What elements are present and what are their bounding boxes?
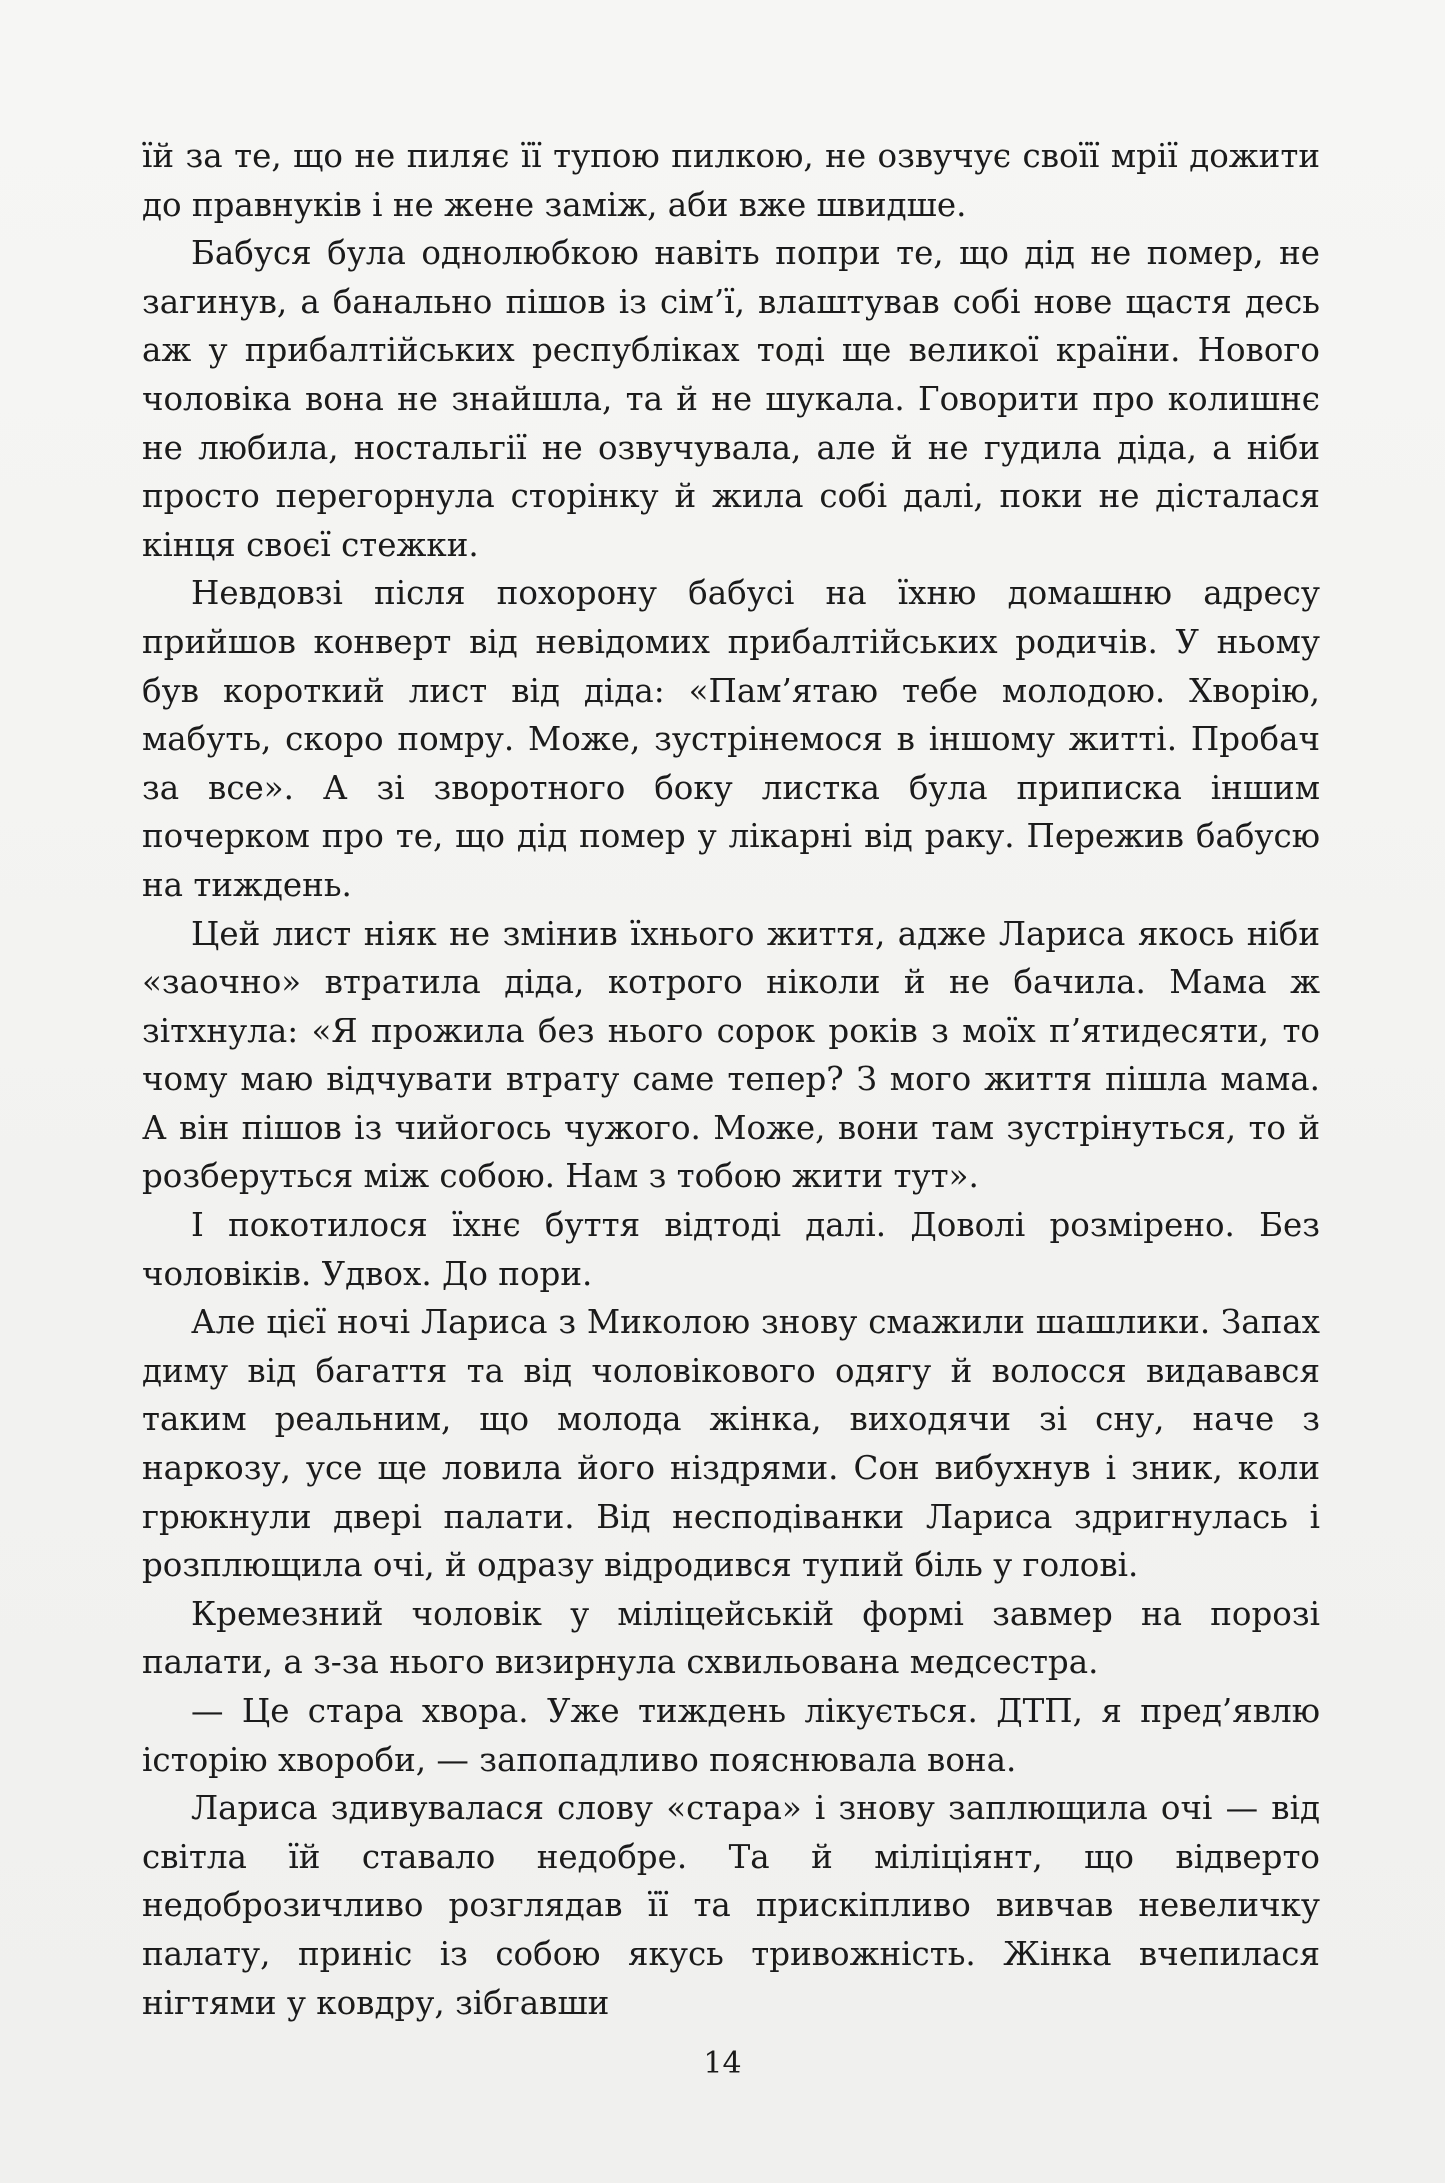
paragraph-9: Лариса здивувалася слову «стара» і знову заплющила очі — від світла їй ставало недобре. Та й міліціянт, що відверто недоброзичливо розглядав її та прискіпливо вивчав невеличку палату, приніс із собою якусь тривожність. Жінка вчепилася нігтями у ковдру, зібгавши	[142, 1789, 1320, 2022]
paragraph-2: Бабуся була однолюбкою навіть попри те, що дід не помер, не загинув, а банально пішов із сім’ї, влаштував собі нове щастя десь аж у прибалтійських республіках тоді ще великої країни. Нового чоловіка вона не знайшла, та й не шукала. Говорити про колишнє не любила, ностальгії не озвучувала, але й не гудила діда, а ніби просто перегорнула сторінку й жила собі далі, поки не дісталася кінця своєї стежки.	[142, 234, 1320, 564]
body-text	[142, 132, 1320, 2027]
paragraph-1: їй за те, що не пиляє її тупою пилкою, не озвучує своїї мрії дожити до правнуків і не жене заміж, аби вже швидше.	[142, 137, 1320, 224]
paragraph-4: Цей лист ніяк не змінив їхнього життя, адже Лариса якось ніби «заочно» втратила діда, котрого ніколи й не бачила. Мама ж зітхнула: «Я прожила без нього сорок років з моїх п’ятидесяти, то чому маю відчувати втрату саме тепер? З мого життя пішла мама. А він пішов із чийогось чужого. Може, вони там зустрінуться, то й розберуться між собою. Нам з тобою жити тут».	[142, 914, 1320, 1196]
paragraph-5: І покотилося їхнє буття відтоді далі. Доволі розмірено. Без чоловіків. Удвох. До пори.	[142, 1206, 1320, 1293]
paragraph-6: Але цієї ночі Лариса з Миколою знову смажили шашлики. Запах диму від багаття та від чоловікового одягу й волосся видавався таким реальним, що молода жінка, виходячи зі сну, наче з наркозу, усе ще ловила його ніздрями. Сон вибухнув і зник, коли грюкнули двері палати. Від несподіванки Лариса здригнулась і розплющила очі, й одразу відродився тупий біль у голові.	[142, 1303, 1320, 1585]
page-number: 14	[703, 2046, 742, 2081]
paragraph-3: Невдовзі після похорону бабусі на їхню домашню адресу прийшов конверт від невідомих прибалтійських родичів. У ньому був короткий лист від діда: «Пам’ятаю тебе молодою. Хворію, мабуть, скоро помру. Може, зустрінемося в іншому житті. Пробач за все». А зі зворотного боку листка була приписка іншим почерком про те, що дід помер у лікарні від раку. Пережив бабусю на тиждень.	[142, 574, 1320, 904]
paragraph-8: — Це стара хвора. Уже тиждень лікується. ДТП, я пред’явлю історію хвороби, — запопадливо пояснювала вона.	[142, 1692, 1320, 1779]
paragraph-7: Кремезний чоловік у міліцейській формі завмер на порозі палати, а з-за нього визирнула схвильована медсестра.	[142, 1594, 1320, 1682]
